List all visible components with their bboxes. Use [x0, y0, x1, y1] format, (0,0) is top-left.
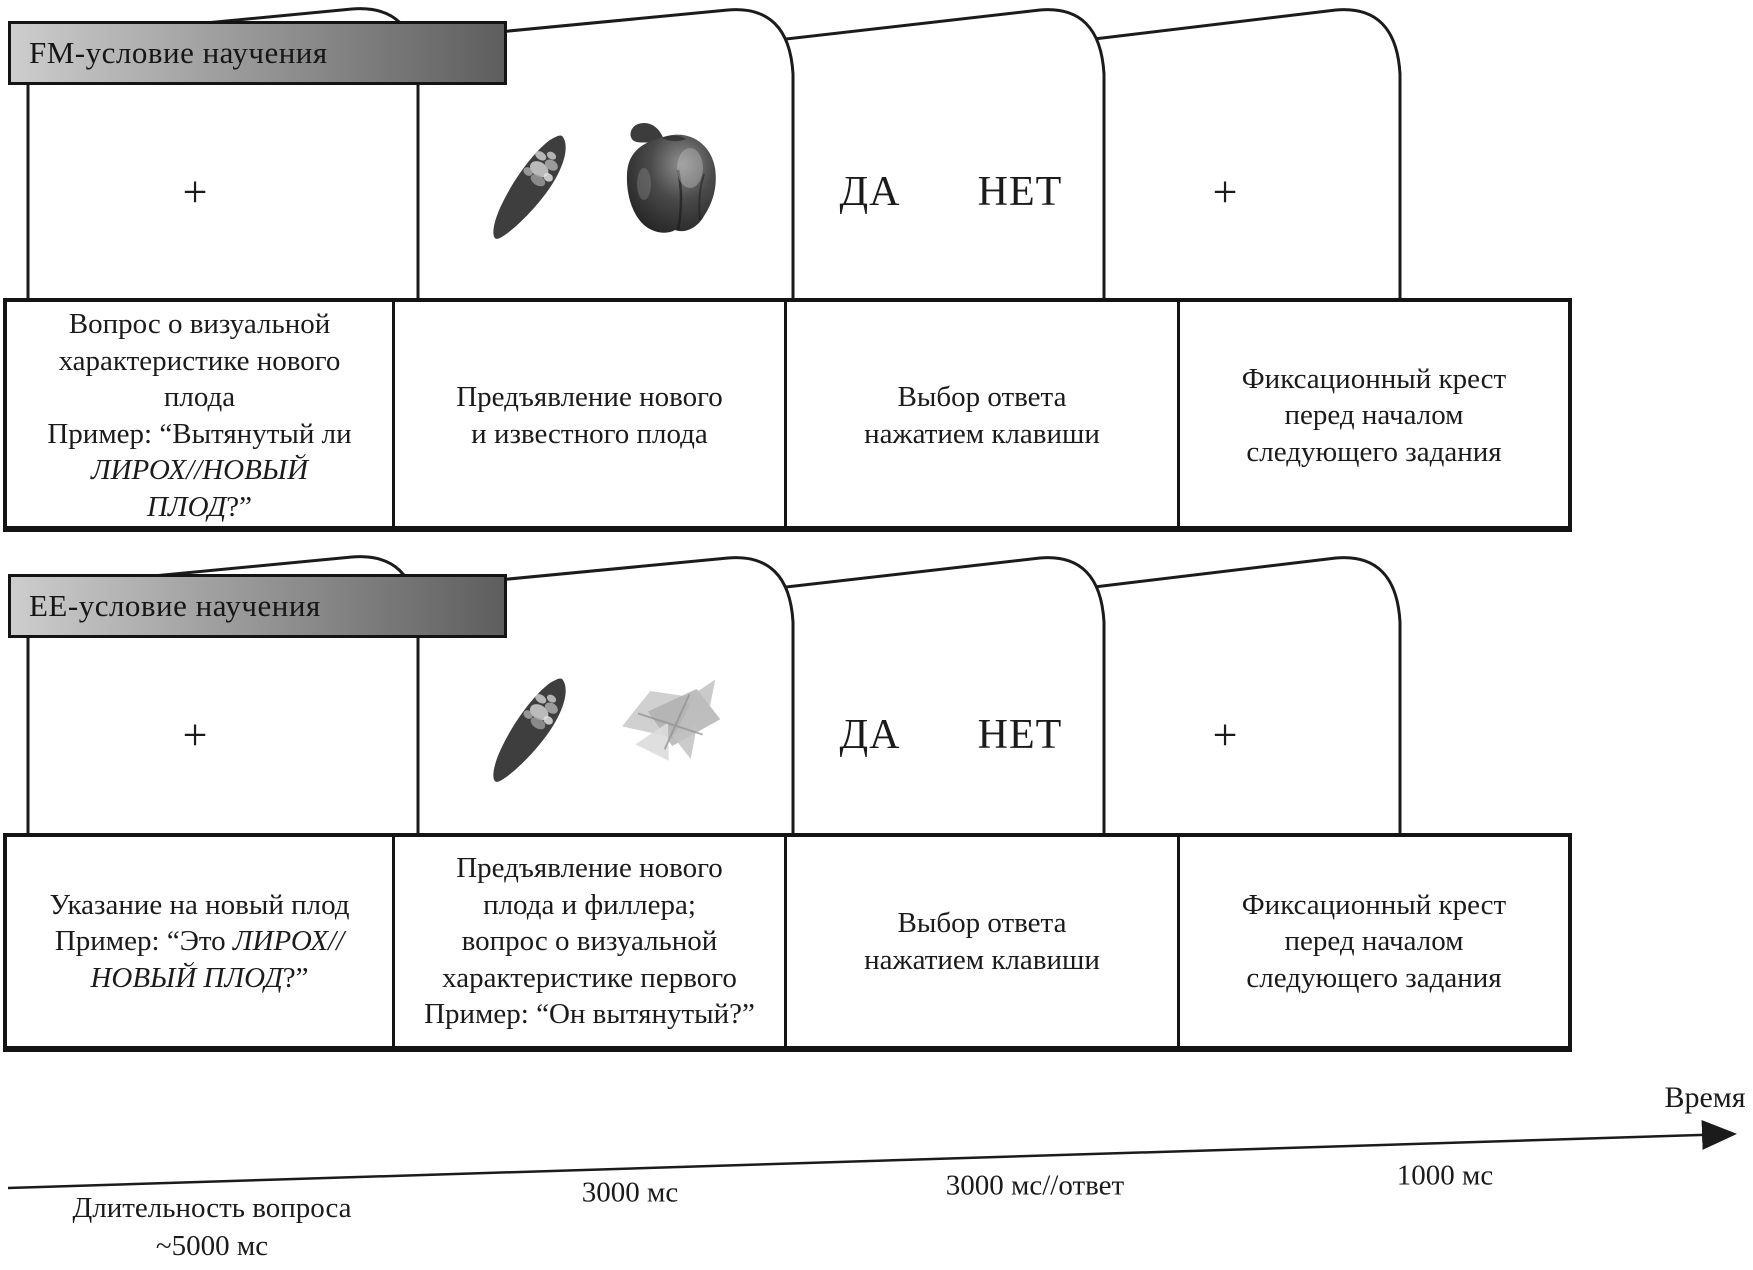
text-segment: нажатием клавиши — [864, 943, 1100, 976]
text-segment: следующего задания — [1246, 961, 1502, 994]
description-cell-response — [787, 837, 1180, 1046]
description-cell-presentation — [395, 302, 787, 529]
description-cell-question — [7, 302, 395, 529]
text-line — [164, 379, 235, 416]
fixation-cross: + — [1212, 167, 1238, 217]
text-line — [456, 379, 723, 416]
text-line — [462, 923, 718, 960]
description-cell-response — [787, 302, 1180, 529]
no-label: НЕТ — [977, 169, 1063, 215]
yes-label: ДА — [839, 712, 901, 758]
text-segment: плода и филлера; — [483, 888, 696, 921]
text-line — [864, 416, 1100, 453]
description-cell-fixation — [1180, 837, 1568, 1046]
description-cell-instruction — [7, 837, 395, 1046]
text-line — [483, 887, 696, 924]
text-segment: перед началом — [1284, 925, 1464, 958]
text-segment: Пример: “Он вытянутый?” — [424, 998, 755, 1031]
text-line — [90, 960, 308, 997]
text-segment: и известного плода — [471, 417, 708, 450]
condition-header-ee: ЕЕ-условие научения — [8, 574, 507, 638]
duration-label-fixation: 1000 мс — [1396, 1159, 1494, 1192]
text-line — [1284, 397, 1463, 434]
novel-fruit-image — [483, 128, 577, 249]
condition-header-fm: FM-условие научения — [8, 21, 507, 85]
text-segment: ЛИРОХ// — [232, 925, 345, 958]
text-line — [898, 905, 1067, 942]
text-segment: Указание на новый плод — [49, 888, 350, 921]
text-segment: ПЛОД — [146, 490, 227, 523]
text-segment: ?” — [282, 961, 309, 994]
text-segment: Выбор ответа — [897, 906, 1067, 939]
description-cell-fixation — [1180, 302, 1568, 529]
novel-fruit-image — [483, 671, 577, 792]
text-segment: Выбор ответа — [897, 381, 1067, 414]
duration-label-stimuli: 3000 мс — [581, 1176, 679, 1209]
text-segment: следующего задания — [1246, 435, 1502, 468]
yes-label: ДА — [839, 169, 901, 215]
description-table-fm — [3, 298, 1572, 532]
duration-label-response: 3000 мс//ответ — [945, 1169, 1125, 1202]
time-axis-label: Время — [1664, 1081, 1746, 1114]
text-line — [442, 960, 737, 997]
text-segment: плода — [163, 381, 236, 414]
text-line — [55, 923, 344, 960]
text-segment: характеристике нового — [58, 344, 341, 377]
text-line — [147, 489, 252, 526]
text-segment: характеристике первого — [442, 961, 737, 994]
text-segment: перед началом — [1284, 399, 1464, 432]
text-line — [424, 996, 755, 1033]
text-line — [32, 1190, 392, 1228]
text-segment: Фиксационный крест — [1241, 362, 1507, 395]
filler-image — [617, 679, 728, 769]
text-line — [1246, 434, 1501, 471]
text-line — [471, 416, 708, 453]
text-line — [32, 1228, 392, 1266]
no-label: НЕТ — [977, 712, 1063, 758]
stimuli-image-fm — [420, 112, 750, 262]
pepper-image — [627, 123, 716, 233]
description-cell-presentation — [395, 837, 787, 1046]
text-segment: НОВЫЙ ПЛОД — [90, 961, 283, 994]
fixation-cross: + — [1212, 710, 1238, 760]
fixation-cross: + — [182, 710, 208, 760]
text-line — [898, 379, 1067, 416]
text-line — [864, 942, 1100, 979]
text-line — [1284, 923, 1463, 960]
text-line — [47, 416, 351, 453]
text-segment: Фиксационный крест — [1241, 888, 1507, 921]
text-segment: ?” — [226, 490, 252, 523]
text-line — [69, 306, 331, 343]
text-line — [1242, 887, 1506, 924]
text-segment: Вопрос о визуальной — [68, 308, 331, 340]
text-segment: ~5000 мс — [155, 1229, 269, 1262]
text-segment: нажатием клавиши — [864, 417, 1100, 450]
text-segment: Пример: “Это — [54, 925, 233, 958]
text-segment: Предъявление нового — [456, 852, 723, 885]
text-segment: Пример: “Вытянутый ли — [47, 417, 352, 450]
stimuli-image-ee — [420, 648, 750, 813]
text-line — [49, 887, 349, 924]
text-segment: Предъявление нового — [456, 381, 723, 414]
text-segment: Длительность вопроса — [72, 1192, 352, 1224]
fixation-cross: + — [182, 167, 208, 217]
text-line — [91, 452, 308, 489]
text-line — [59, 343, 341, 380]
duration-label-question — [32, 1190, 392, 1265]
text-line — [1246, 960, 1501, 997]
description-table-ee — [3, 833, 1572, 1052]
text-line — [1242, 361, 1506, 398]
text-line — [456, 850, 723, 887]
text-segment: ЛИРОХ//НОВЫЙ — [90, 454, 309, 487]
text-segment: вопрос о визуальной — [461, 925, 718, 958]
